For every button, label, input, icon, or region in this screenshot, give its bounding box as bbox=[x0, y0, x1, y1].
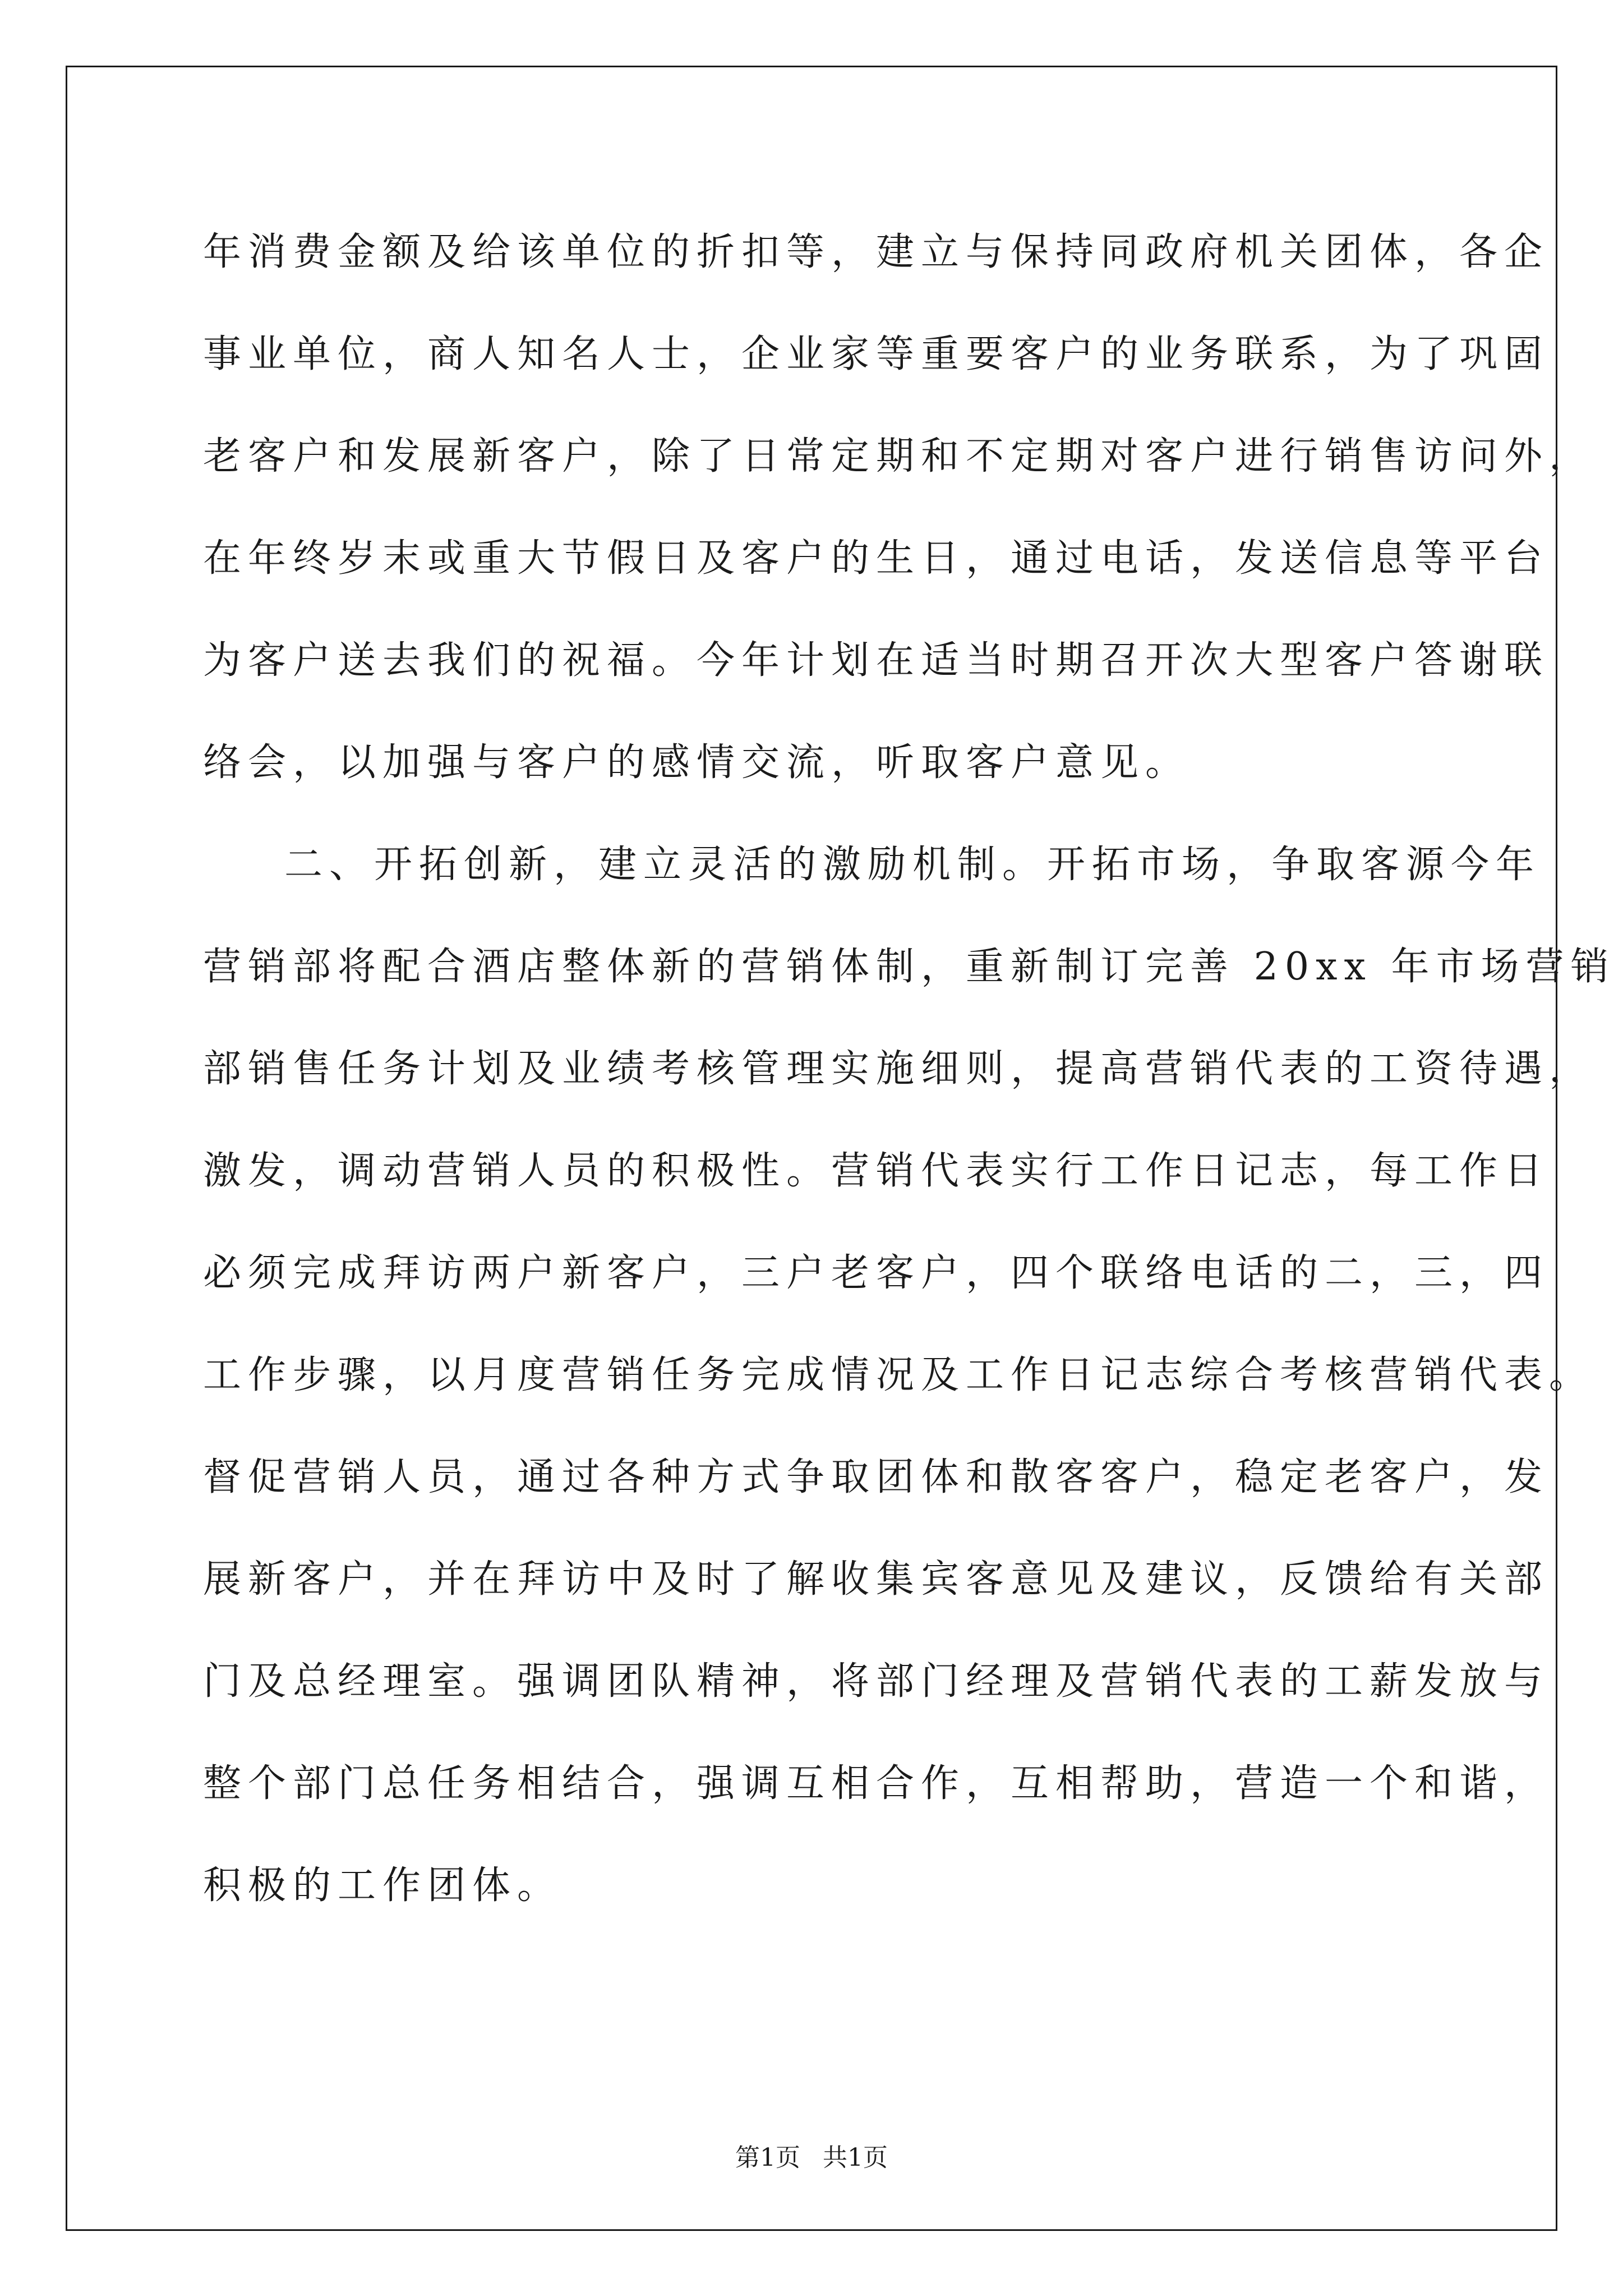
text-line: 整个部门总任务相结合，强调互相合作，互相帮助，营造一个和谐， bbox=[203, 1761, 1550, 1806]
text-line: 为客户送去我们的祝福。今年计划在适当时期召开次大型客户答谢联 bbox=[203, 638, 1550, 683]
text-line: 积极的工作团体。 bbox=[203, 1864, 562, 1908]
text-line: 事业单位，商人知名人士，企业家等重要客户的业务联系，为了巩固 bbox=[203, 332, 1550, 376]
text-line: 部销售任务计划及业绩考核管理实施细则，提高营销代表的工资待遇， bbox=[203, 1047, 1594, 1091]
text-line: 激发，调动营销人员的积极性。营销代表实行工作日记志，每工作日 bbox=[203, 1149, 1550, 1193]
page-footer bbox=[0, 2137, 1623, 2173]
text-line: 络会，以加强与客户的感情交流，听取客户意见。 bbox=[203, 740, 1191, 785]
text-line: 在年终岁末或重大节假日及客户的生日，通过电话，发送信息等平台 bbox=[203, 536, 1550, 581]
text-line: 展新客户，并在拜访中及时了解收集宾客意见及建议，反馈给有关部 bbox=[203, 1557, 1550, 1602]
page-number: 第1页 bbox=[735, 2143, 800, 2172]
text-line: 督促营销人员，通过各种方式争取团体和散客客户，稳定老客户，发 bbox=[203, 1455, 1550, 1499]
text-line: 营销部将配合酒店整体新的营销体制，重新制订完善 20xx 年市场营销 bbox=[203, 945, 1616, 989]
text-line: 年消费金额及给该单位的折扣等，建立与保持同政府机关团体，各企 bbox=[203, 230, 1550, 274]
text-line: 工作步骤，以月度营销任务完成情况及工作日记志综合考核营销代表。 bbox=[203, 1353, 1594, 1397]
text-line: 二、开拓创新，建立灵活的激励机制。开拓市场，争取客源今年 bbox=[284, 843, 1541, 887]
text-line: 门及总经理室。强调团队精神，将部门经理及营销代表的工薪发放与 bbox=[203, 1659, 1550, 1704]
text-line: 老客户和发展新客户，除了日常定期和不定期对客户进行销售访问外， bbox=[203, 434, 1594, 478]
text-line: 必须完成拜访两户新客户，三户老客户，四个联络电话的二，三，四 bbox=[203, 1251, 1550, 1295]
page-total: 共1页 bbox=[823, 2143, 888, 2172]
